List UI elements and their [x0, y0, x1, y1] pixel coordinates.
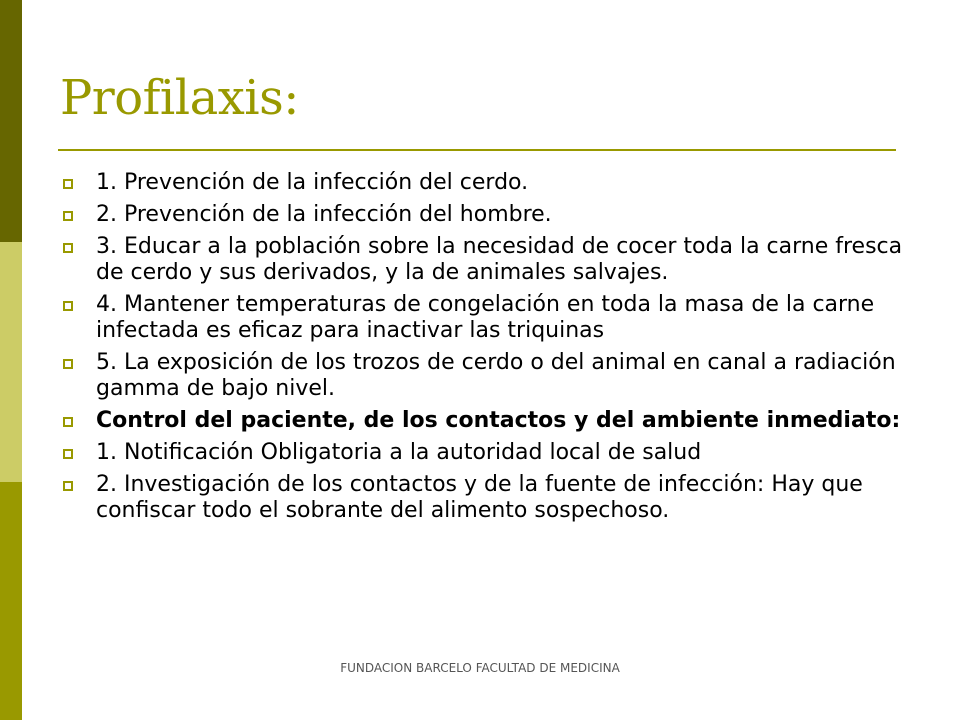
bullet-text: 1. Prevención de la infección del cerdo.	[96, 170, 529, 195]
bullet-item	[60, 472, 910, 524]
hollow-square-icon	[63, 243, 73, 253]
hollow-square-icon	[63, 417, 73, 427]
bullet-item	[60, 350, 910, 402]
bullet-text: Control del paciente, de los contactos y del ambiente inmediato:	[96, 408, 901, 433]
bullet-list	[60, 170, 910, 530]
hollow-square-icon	[63, 179, 73, 189]
bullet-text: 3. Educar a la población sobre la necesidad de cocer toda la carne fresca de cerdo y sus derivados, y la de animales salvajes.	[96, 234, 903, 285]
hollow-square-icon	[63, 301, 73, 311]
bullet-item-heading	[60, 408, 910, 434]
bullet-text: 4. Mantener temperaturas de congelación en toda la masa de la carne infectada es eficaz para inactivar las triquinas	[96, 292, 875, 343]
left-stripe-light	[0, 242, 22, 482]
slide-title: Profilaxis:	[60, 70, 299, 126]
hollow-square-icon	[63, 449, 73, 459]
bullet-item	[60, 234, 910, 286]
bullet-text: 5. La exposición de los trozos de cerdo o del animal en canal a radiación gamma de bajo nivel.	[96, 350, 896, 401]
bullet-item	[60, 292, 910, 344]
hollow-square-icon	[63, 481, 73, 491]
bullet-text: 2. Prevención de la infección del hombre.	[96, 202, 552, 227]
hollow-square-icon	[63, 211, 73, 221]
bullet-item	[60, 202, 910, 228]
bullet-item	[60, 170, 910, 196]
title-underline	[58, 149, 896, 151]
bullet-item	[60, 440, 910, 466]
left-stripe-dark	[0, 0, 22, 242]
hollow-square-icon	[63, 359, 73, 369]
bullet-text: 1. Notificación Obligatoria a la autoridad local de salud	[96, 440, 702, 465]
left-stripe-olive	[0, 482, 22, 720]
bullet-text: 2. Investigación de los contactos y de la fuente de infección: Hay que confiscar todo el sobrante del alimento sospechoso.	[96, 472, 863, 523]
slide-footer: FUNDACION BARCELO FACULTAD DE MEDICINA	[340, 661, 620, 675]
